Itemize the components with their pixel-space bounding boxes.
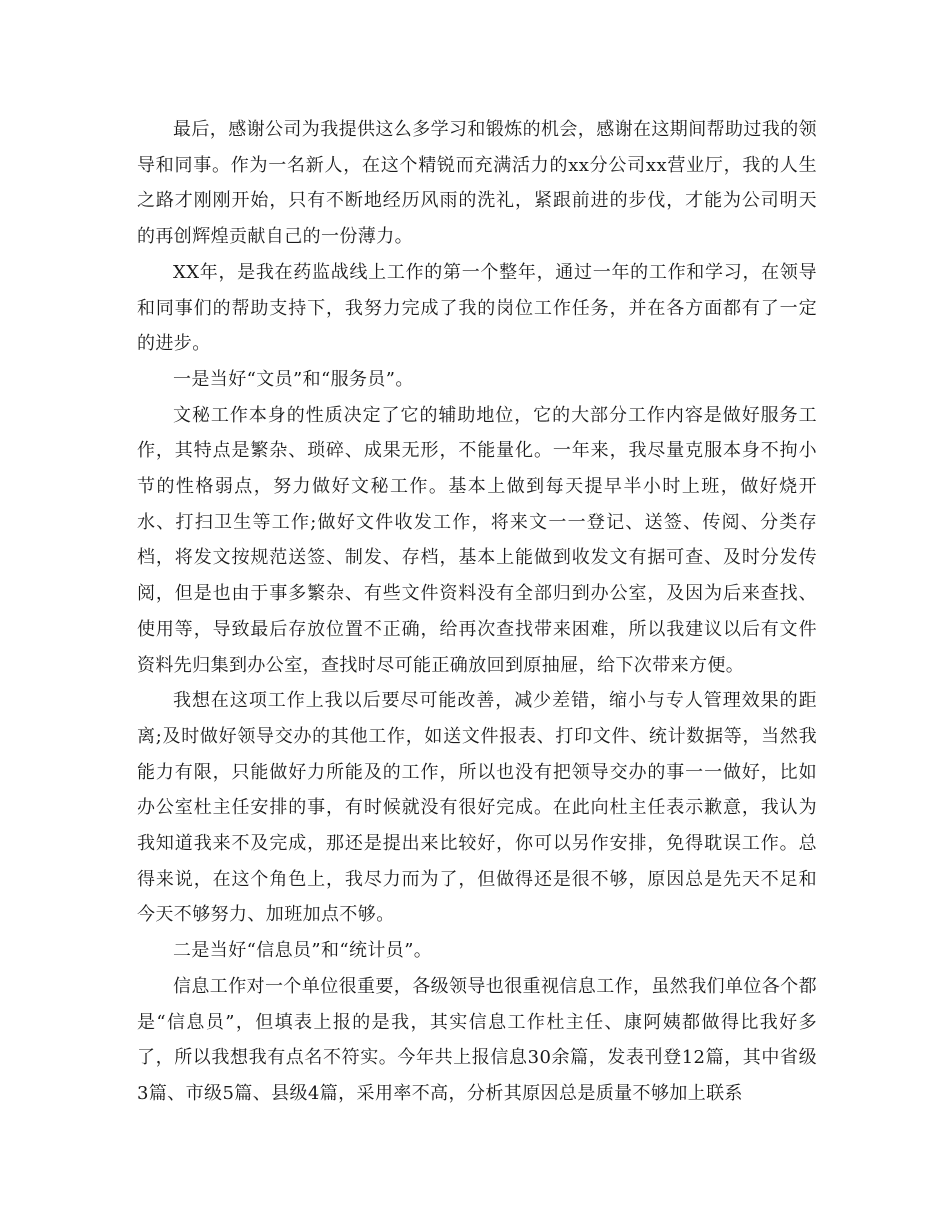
section-heading-clerk: 一是当好“文员”和“服务员”。 [173,368,414,390]
paragraph-closing-thanks: 最后，感谢公司为我提供这么多学习和锻炼的机会，感谢在这期间帮助过我的领导和同事。作为一名新人，在这个精锐而充满活力的xx分公司xx营业厅，我的人生之路才刚刚开始，只有不断地经历风雨的洗礼，紧跟前进的步伐，才能为公司明天的再创辉煌贡献自己的一份薄力。 [137,119,817,248]
document-body [137,112,817,1112]
paragraph-secretarial-work: 文秘工作本身的性质决定了它的辅助地位，它的大部分工作内容是做好服务工作，其特点是繁杂、琐碎、成果无形，不能量化。一年来，我尽量克服本身不拘小节的性格弱点，努力做好文秘工作。基本上做到每天提早半小时上班，做好烧开水、打扫卫生等工作;做好文件收发工作，将来文一一登记、送签、传阅、分类存档，将发文按规范送签、制发、存档，基本上能做到收发文有据可查、及时分发传阅，但是也由于事多繁杂、有些文件资料没有全部归到办公室，及因为后来查找、使用等，导致最后存放位置不正确，给再次查找带来困难，所以我建议以后有文件资料先归集到办公室，查找时尽可能正确放回到原抽屉，给下次带来方便。 [137,404,817,676]
paragraph-improvement: 我想在这项工作上我以后要尽可能改善，减少差错，缩小与专人管理效果的距离;及时做好领导交办的其他工作，如送文件报表、打印文件、统计数据等，当然我能力有限，只能做好力所能及的工作，所以也没有把领导交办的事一一做好，比如办公室杜主任安排的事，有时候就没有很好完成。在此向杜主任表示歉意，我认为我知道我来不及完成，那还是提出来比较好，你可以另作安排，免得耽误工作。总得来说，在这个角色上，我尽力而为了，但做得还是很不够，原因总是先天不足和今天不够努力、加班加点不够。 [137,690,817,926]
paragraph-year-summary: XX年，是我在药监战线上工作的第一个整年，通过一年的工作和学习，在领导和同事们的帮助支持下，我努力完成了我的岗位工作任务，并在各方面都有了一定的进步。 [137,261,817,355]
section-heading-information: 二是当好“信息员”和“统计员”。 [173,940,433,962]
paragraph-information-work: 信息工作对一个单位很重要，各级领导也很重视信息工作，虽然我们单位各个都是“信息员”，但填表上报的是我，其实信息工作杜主任、康阿姨都做得比我好多了，所以我想我有点名不符实。今年共上报信息30余篇，发表刊登12篇，其中省级3篇、市级5篇、县级4篇，采用率不高，分析其原因总是质量不够加上联系 [137,975,817,1104]
